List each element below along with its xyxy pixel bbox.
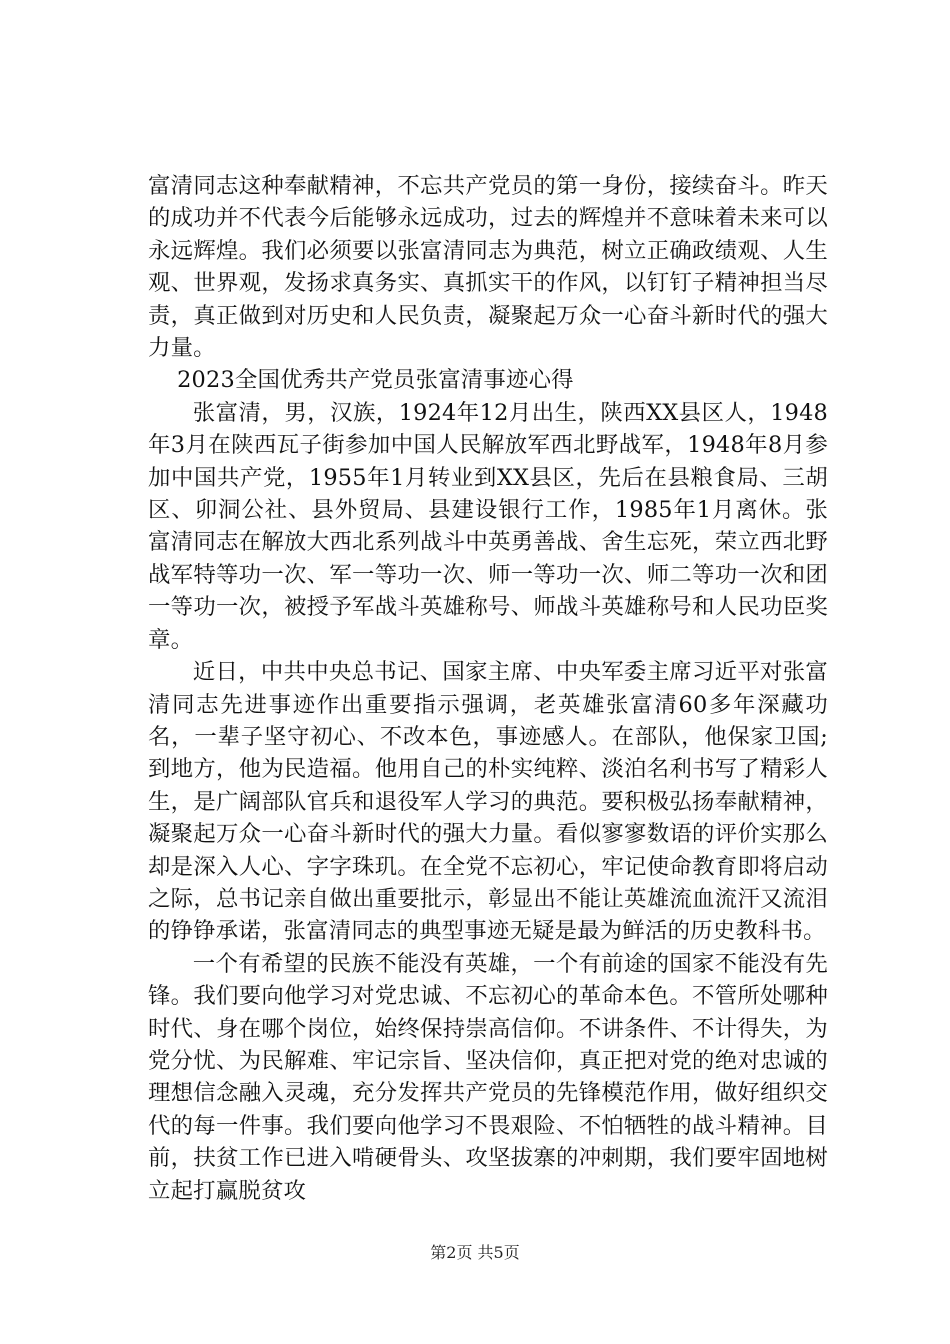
paragraph-instruction: 近日，中共中央总书记、国家主席、中央军委主席习近平对张富清同志先进事迹作出重要指示强调，老英雄张富清60多年深藏功名，一辈子坚守初心、不改本色，事迹感人。在部队，他保家卫国;到地方，他为民造福。他用自己的朴实纯粹、淡泊名利书写了精彩人生，是广阔部队官兵和退役军人学习的典范。要积极弘扬奉献精神，凝聚起万众一心奋斗新时代的强大力量。看似寥寥数语的评价实那么却是深入人心、字字珠玑。在全党不忘初心，牢记使命教育即将启动之际，总书记亲自做出重要批示，彰显出不能让英雄流血流汗又流泪的铮铮承诺，张富清同志的典型事迹无疑是最为鲜活的历史教科书。 (148, 659, 828, 945)
paragraph-learning: 一个有希望的民族不能没有英雄，一个有前途的国家不能没有先锋。我们要向他学习对党忠诚、不忘初心的革命本色。不管所处哪种时代、身在哪个岗位，始终保持崇高信仰。不讲条件、不计得失，为党分忧、为民解难、牢记宗旨、坚决信仰，真正把对党的绝对忠诚的理想信念融入灵魂，充分发挥共产党员的先锋模范作用，做好组织交代的每一件事。我们要向他学习不畏艰险、不怕牺牲的战斗精神。目前，扶贫工作已进入啃硬骨头、攻坚拔寨的冲刺期，我们要牢固地树立起打赢脱贫攻 (148, 950, 828, 1204)
page-number-footer: 第2页 共5页 (430, 1243, 520, 1262)
document-body (148, 170, 828, 1207)
paragraph-continuation: 富清同志这种奉献精神，不忘共产党员的第一身份，接续奋斗。昨天的成功并不代表今后能够永远成功，过去的辉煌并不意味着未来可以永远辉煌。我们必须要以张富清同志为典范，树立正确政绩观、人生观、世界观，发扬求真务实、真抓实干的作风，以钉钉子精神担当尽责，真正做到对历史和人民负责，凝聚起万众一心奋斗新时代的强大力量。 (148, 173, 828, 362)
paragraph-biography: 张富清，男，汉族，1924年12月出生，陕西XX县区人，1948年3月在陕西瓦子街参加中国人民解放军西北野战军，1948年8月参加中国共产党，1955年1月转业到XX县区，先后在县粮食局、三胡区、卯洞公社、县外贸局、县建设银行工作，1985年1月离休。张富清同志在解放大西北系列战斗中英勇善战、舍生忘死，荣立西北野战军特等功一次、军一等功一次、师一等功一次、师二等功一次和团一等功一次，被授予军战斗英雄称号、师战斗英雄称号和人民功臣奖章。 (148, 399, 828, 653)
paragraph-title: 2023全国优秀共产党员张富清事迹心得 (177, 367, 574, 394)
